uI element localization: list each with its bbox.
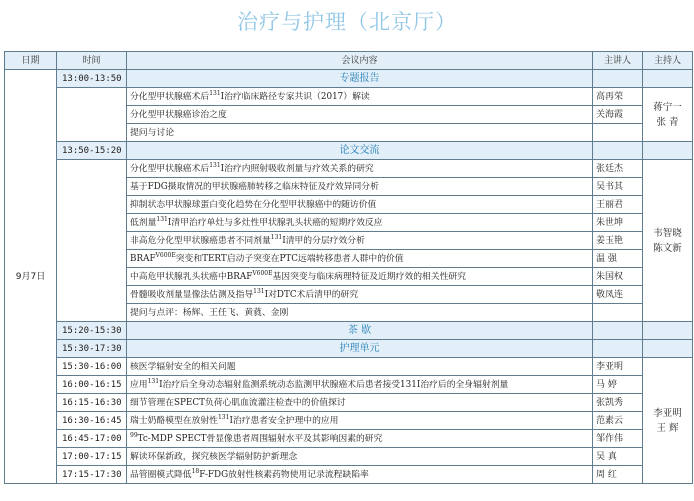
header-time: 时间 bbox=[57, 52, 127, 70]
topic-text: BRAF bbox=[130, 253, 156, 264]
host-names: 李亚明 王 辉 bbox=[643, 358, 693, 484]
topic-text: 突变和TERT启动子突变在PTC远端转移患者人群中的价值 bbox=[175, 253, 404, 264]
superscript: 131 bbox=[209, 89, 221, 97]
section-time: 15:30-17:30 bbox=[57, 340, 127, 358]
topic-text: 基因突变与临床病理特征及近期疗效的相关性研究 bbox=[272, 271, 467, 282]
topic-text: 基于FDG摄取情况的甲状腺癌肺转移之临床特征及疗效异同分析 bbox=[130, 181, 379, 192]
superscript: 131 bbox=[156, 215, 168, 223]
talk-speaker: 范素云 bbox=[593, 412, 643, 430]
header-content: 会议内容 bbox=[127, 52, 593, 70]
talk-speaker bbox=[593, 304, 643, 322]
talk-topic bbox=[127, 214, 593, 232]
talk-topic bbox=[127, 304, 593, 322]
section-speaker-empty bbox=[593, 142, 643, 160]
section-time: 13:50-15:20 bbox=[57, 142, 127, 160]
topic-text: 提问与点评：杨辉、王任飞、黄蕤、金刚 bbox=[130, 307, 289, 318]
table-row bbox=[5, 376, 693, 394]
host-names: 韦智晓 陈文新 bbox=[643, 160, 693, 322]
section-header-row bbox=[5, 142, 693, 160]
section-speaker-empty bbox=[593, 70, 643, 88]
talk-speaker: 周 红 bbox=[593, 466, 643, 484]
superscript: 131 bbox=[147, 377, 160, 385]
topic-text: 低剂量 bbox=[130, 217, 157, 228]
talk-topic bbox=[127, 106, 593, 124]
talk-topic bbox=[127, 268, 593, 286]
section-title: 论文交流 bbox=[127, 142, 593, 160]
header-host: 主持人 bbox=[643, 52, 693, 70]
talk-topic bbox=[127, 160, 593, 178]
talk-speaker: 高再荣 bbox=[593, 88, 643, 106]
section-host-empty bbox=[643, 322, 693, 340]
superscript: 131 bbox=[209, 161, 221, 169]
superscript: V600E bbox=[155, 251, 176, 259]
topic-text: 核医学辐射安全的相关问题 bbox=[130, 361, 236, 372]
talk-time: 16:00-16:15 bbox=[57, 376, 127, 394]
section-host-empty bbox=[643, 70, 693, 88]
talk-topic bbox=[127, 358, 593, 376]
talk-time: 16:15-16:30 bbox=[57, 394, 127, 412]
talk-speaker: 吴 真 bbox=[593, 448, 643, 466]
section-host-empty bbox=[643, 340, 693, 358]
talk-time: 15:30-16:00 bbox=[57, 358, 127, 376]
talk-speaker: 敬凤连 bbox=[593, 286, 643, 304]
header-date: 日期 bbox=[5, 52, 57, 70]
section-title: 茶 歇 bbox=[127, 322, 593, 340]
topic-text: 分化型甲状腺癌术后 bbox=[130, 91, 210, 102]
talk-time: 16:45-17:00 bbox=[57, 430, 127, 448]
talk-topic bbox=[127, 286, 593, 304]
talk-speaker: 吴书其 bbox=[593, 178, 643, 196]
table-row bbox=[5, 394, 693, 412]
topic-text: 提问与讨论 bbox=[130, 127, 174, 138]
table-header-row bbox=[5, 52, 693, 70]
topic-text: 抑制状态甲状腺球蛋白变化趋势在分化型甲状腺癌中的随访价值 bbox=[130, 199, 377, 210]
topic-text: 品管圈模式降低 bbox=[130, 469, 192, 480]
section-time: 15:20-15:30 bbox=[57, 322, 127, 340]
table-row bbox=[5, 448, 693, 466]
topic-text: F-FDG放射性核素药物使用记录流程缺陷率 bbox=[199, 469, 369, 480]
topic-text: I治疗后全身动态辐射监测系统动态监测甲状腺癌术后患者接受131I治疗后的全身辐射剂量 bbox=[159, 379, 509, 390]
topic-text: 细节管理在SPECT负荷心肌血流灌注检查中的价值探讨 bbox=[130, 397, 346, 408]
table-row bbox=[5, 412, 693, 430]
topic-text: 骨髓吸收剂量显像法估测及指导 bbox=[130, 289, 254, 300]
talk-topic bbox=[127, 412, 593, 430]
host-names: 蒋宁一 张 青 bbox=[643, 88, 693, 142]
talk-speaker: 朱国权 bbox=[593, 268, 643, 286]
talk-speaker: 李亚明 bbox=[593, 358, 643, 376]
section-header-row bbox=[5, 322, 693, 340]
section-header-row bbox=[5, 340, 693, 358]
superscript: 131 bbox=[253, 287, 265, 295]
talk-time bbox=[57, 160, 127, 322]
topic-text: Tc-MDP SPECT骨显像患者周围辐射水平及其影响因素的研究 bbox=[137, 433, 383, 444]
talk-time: 17:00-17:15 bbox=[57, 448, 127, 466]
section-time: 13:00-13:50 bbox=[57, 70, 127, 88]
topic-text: I清甲的分层疗效分析 bbox=[282, 235, 365, 246]
talk-topic bbox=[127, 124, 593, 142]
talk-time bbox=[57, 88, 127, 142]
talk-speaker bbox=[593, 124, 643, 142]
topic-text: I治疗临床路径专家共识（2017）解读 bbox=[220, 91, 370, 102]
talk-topic bbox=[127, 88, 593, 106]
superscript: V600E bbox=[252, 269, 273, 277]
topic-text: 解读环保新政，探究核医学辐射防护新理念 bbox=[130, 451, 298, 462]
page-title: 治疗与护理（北京厅） bbox=[237, 10, 457, 34]
superscript: 131 bbox=[217, 413, 230, 421]
superscript: 18 bbox=[191, 467, 200, 475]
table-row bbox=[5, 466, 693, 484]
topic-text: 应用 bbox=[130, 379, 148, 390]
topic-text: I治疗内照射吸收剂量与疗效关系的研究 bbox=[220, 163, 374, 174]
talk-topic bbox=[127, 250, 593, 268]
section-speaker-empty bbox=[593, 322, 643, 340]
talk-speaker: 张凯秀 bbox=[593, 394, 643, 412]
talk-topic bbox=[127, 376, 593, 394]
section-title: 专题报告 bbox=[127, 70, 593, 88]
talk-topic bbox=[127, 232, 593, 250]
talk-speaker: 马 婷 bbox=[593, 376, 643, 394]
topic-text: 中高危甲状腺乳头状癌中BRAF bbox=[130, 271, 253, 282]
section-host-empty bbox=[643, 142, 693, 160]
table-row bbox=[5, 88, 693, 106]
talk-topic bbox=[127, 178, 593, 196]
talk-speaker: 邹作伟 bbox=[593, 430, 643, 448]
section-title: 护理单元 bbox=[127, 340, 593, 358]
talk-topic bbox=[127, 466, 593, 484]
talk-speaker: 温 强 bbox=[593, 250, 643, 268]
talk-speaker: 朱世坤 bbox=[593, 214, 643, 232]
talk-topic bbox=[127, 394, 593, 412]
table-row bbox=[5, 160, 693, 178]
table-row bbox=[5, 430, 693, 448]
talk-speaker: 张廷杰 bbox=[593, 160, 643, 178]
topic-text: I清甲治疗单灶与多灶性甲状腺乳头状癌的短期疗效反应 bbox=[167, 217, 383, 228]
talk-topic bbox=[127, 196, 593, 214]
talk-speaker: 王丽君 bbox=[593, 196, 643, 214]
talk-topic bbox=[127, 448, 593, 466]
superscript: 131 bbox=[270, 233, 283, 241]
topic-text: 分化型甲状腺癌诊治之度 bbox=[130, 109, 227, 120]
topic-text: 非高危分化型甲状腺癌患者不同剂量 bbox=[130, 235, 271, 246]
schedule-table bbox=[4, 51, 693, 484]
date-cell: 9月7日 bbox=[5, 70, 57, 484]
header-speaker: 主讲人 bbox=[593, 52, 643, 70]
talk-time: 16:30-16:45 bbox=[57, 412, 127, 430]
section-speaker-empty bbox=[593, 340, 643, 358]
topic-text: I对DTC术后清甲的研究 bbox=[264, 289, 359, 300]
topic-text: 瑞士奶酪模型在放射性 bbox=[130, 415, 218, 426]
topic-text: 分化型甲状腺癌术后 bbox=[130, 163, 210, 174]
table-row bbox=[5, 358, 693, 376]
talk-speaker: 姜玉艳 bbox=[593, 232, 643, 250]
talk-topic bbox=[127, 430, 593, 448]
talk-time: 17:15-17:30 bbox=[57, 466, 127, 484]
topic-text: I治疗患者安全护理中的应用 bbox=[229, 415, 339, 426]
superscript: 99 bbox=[130, 431, 138, 439]
talk-speaker: 关海霞 bbox=[593, 106, 643, 124]
section-header-row bbox=[5, 70, 693, 88]
